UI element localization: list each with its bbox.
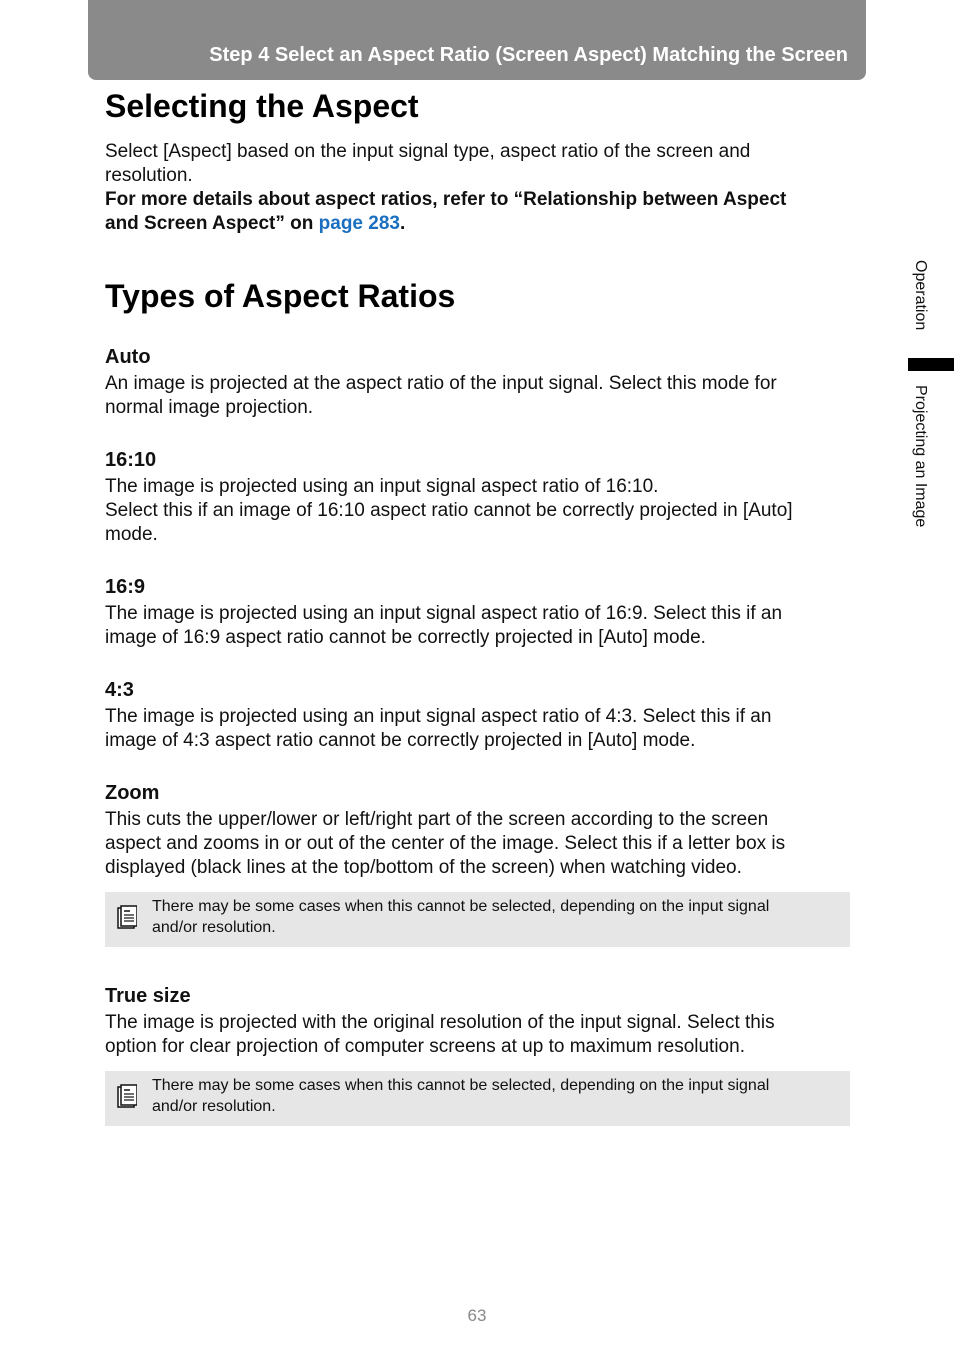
item-title-16-10: 16:10 (105, 449, 157, 471)
description-line: aspect and zooms in or out of the center of the image. Select this if a letter box is (105, 833, 786, 854)
description-line: Select this if an image of 16:10 aspect ratio cannot be correctly projected in [Auto] (105, 500, 793, 521)
note-text (152, 1075, 836, 1117)
note-box-true-size (105, 1071, 850, 1126)
page-283-link[interactable]: page 283 (318, 213, 400, 234)
item-title-zoom: Zoom (105, 782, 160, 804)
section-heading-selecting-aspect: Selecting the Aspect (105, 88, 419, 124)
description-line: displayed (black lines at the top/bottom of the screen) when watching video. (105, 857, 742, 878)
page-content (105, 86, 850, 1126)
page-number: 63 (467, 1306, 487, 1325)
item-description-true-size (105, 1011, 850, 1059)
chapter-header-bar (88, 0, 866, 80)
item-title-true-size: True size (105, 985, 191, 1007)
description-line: This cuts the upper/lower or left/right part of the screen according to the screen (105, 809, 769, 830)
reference-prefix: and Screen Aspect” on (105, 213, 319, 234)
item-description-16-9 (105, 602, 850, 650)
note-line: There may be some cases when this cannot be selected, depending on the input signal (152, 1077, 770, 1094)
sidebar-label-operation: Operation (912, 260, 929, 331)
description-line: option for clear projection of computer screens at up to maximum resolution. (105, 1036, 745, 1057)
description-line: image of 4:3 aspect ratio cannot be correctly projected in [Auto] mode. (105, 730, 696, 751)
sidebar-tab-marker (908, 358, 954, 371)
description-line: mode. (105, 524, 158, 545)
item-description-4-3 (105, 705, 850, 753)
note-text (152, 896, 836, 938)
intro-line: Select [Aspect] based on the input signal type, aspect ratio of the screen and (105, 141, 751, 162)
note-box-zoom (105, 892, 850, 947)
description-line: The image is projected using an input signal aspect ratio of 16:10. (105, 476, 659, 497)
description-line: image of 16:9 aspect ratio cannot be correctly projected in [Auto] mode. (105, 627, 706, 648)
chapter-header-title: Step 4 Select an Aspect Ratio (Screen Aspect) Matching the Screen (209, 44, 848, 66)
description-line: normal image projection. (105, 397, 314, 418)
note-line: There may be some cases when this cannot be selected, depending on the input signal (152, 898, 770, 915)
intro-paragraph (105, 140, 850, 236)
note-line: and/or resolution. (152, 919, 276, 936)
sidebar-label-projecting: Projecting an Image (912, 385, 929, 528)
item-title-16-9: 16:9 (105, 576, 146, 598)
note-line: and/or resolution. (152, 1098, 276, 1115)
item-description-16-10 (105, 475, 850, 547)
intro-line: resolution. (105, 165, 193, 186)
description-line: An image is projected at the aspect ratio of the input signal. Select this mode for (105, 373, 777, 394)
description-line: The image is projected using an input signal aspect ratio of 4:3. Select this if an (105, 706, 772, 727)
memo-icon (117, 905, 137, 931)
reference-line (105, 212, 850, 236)
description-line: The image is projected using an input signal aspect ratio of 16:9. Select this if an (105, 603, 783, 624)
memo-icon (117, 1084, 137, 1110)
item-title-auto: Auto (105, 346, 151, 368)
item-title-4-3: 4:3 (105, 679, 134, 701)
item-description-auto (105, 372, 850, 420)
description-line: The image is projected with the original resolution of the input signal. Select this (105, 1012, 775, 1033)
reference-line: For more details about aspect ratios, refer to “Relationship between Aspect (105, 189, 787, 210)
reference-suffix: . (399, 213, 406, 234)
item-description-zoom (105, 808, 850, 880)
section-heading-types: Types of Aspect Ratios (105, 278, 456, 314)
